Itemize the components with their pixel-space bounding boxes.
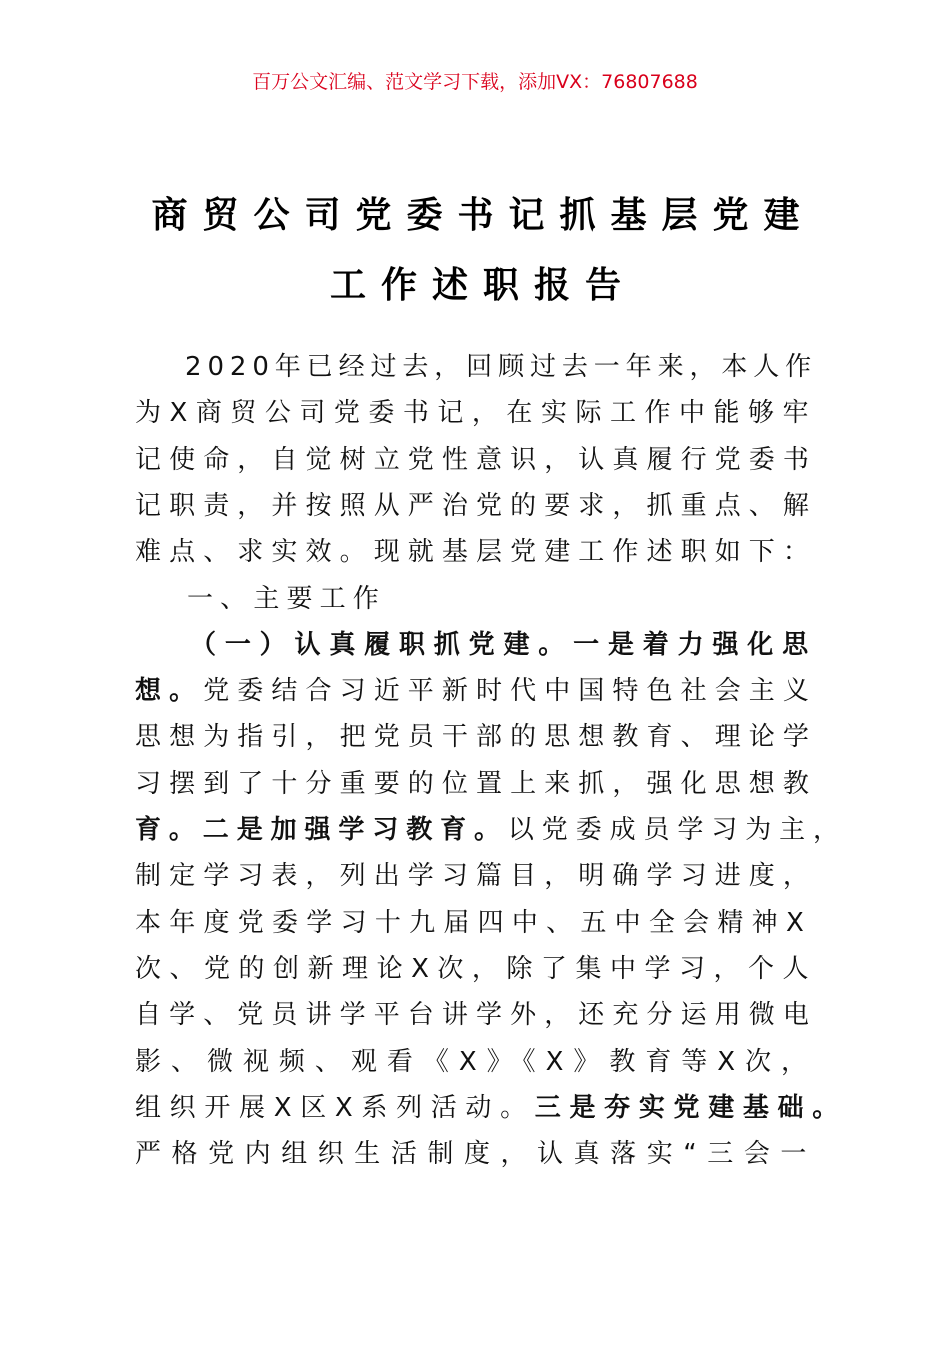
- body-line: [135, 906, 812, 940]
- body-text: 思想为指引，把党员干部的思想教育、理论学: [135, 722, 818, 753]
- body-text: 一、主要工作: [187, 583, 386, 614]
- body-text: 习摆到了十分重要的位置上来抓，强化思想教: [135, 768, 818, 799]
- body-bold-text: 三是夯实党建基础。: [534, 1092, 847, 1123]
- body-text: 为X商贸公司党委书记，在实际工作中能够牢: [135, 398, 818, 429]
- body-text: 影、微视频、观看《X》《X》教育等X次，: [135, 1046, 818, 1077]
- body-bold-text: （一）认真履职抓党建。一是着力强化思: [190, 629, 817, 660]
- body-text: 制定学习表，列出学习篇目，明确学习进度，: [135, 861, 818, 892]
- body-line: [135, 535, 817, 569]
- body-bold-text: 育。二是加强学习教育。: [135, 815, 508, 845]
- body-text: 以党委成员学习为主，: [507, 815, 847, 845]
- body-line: [135, 396, 817, 430]
- body-text: 党委结合习近平新时代中国特色社会主义: [203, 676, 818, 707]
- body-line: [135, 767, 817, 801]
- body-line: [187, 582, 386, 616]
- body-line: [135, 489, 817, 523]
- body-line: [190, 628, 817, 662]
- body-text: 次、党的创新理论X次，除了集中学习，个人: [135, 953, 818, 984]
- body-text: 自学、党员讲学平台讲学外，还充分运用微电: [135, 1000, 818, 1031]
- body-line: [135, 998, 817, 1032]
- body-line: [135, 813, 847, 847]
- body-line: [185, 350, 817, 384]
- body-line: [135, 859, 817, 893]
- document-header-banner: 百万公文汇编、范文学习下载，添加VX：76807688: [252, 71, 698, 93]
- body-text: 严格党内组织生活制度，认真落实“三会一: [135, 1139, 817, 1170]
- body-bold-text: 想。: [135, 676, 204, 707]
- document-title-line-1: 商贸公司党委书记抓基层党建: [151, 195, 815, 236]
- body-line: [135, 1137, 817, 1171]
- body-line: [135, 952, 817, 986]
- body-line: [135, 720, 817, 754]
- body-text: 2020年已经过去，回顾过去一年来，本人作: [185, 352, 818, 382]
- body-text: 记职责，并按照从严治党的要求，抓重点、解: [135, 490, 818, 521]
- body-line: [135, 1091, 847, 1125]
- body-line: [135, 443, 817, 477]
- body-line: [135, 1045, 817, 1079]
- body-text: 记使命，自觉树立党性意识，认真履行党委书: [135, 444, 818, 475]
- body-line: [135, 674, 817, 708]
- body-text: 组织开展X区X系列活动。: [135, 1092, 535, 1123]
- body-text: 本年度党委学习十九届四中、五中全会精神X: [135, 907, 813, 938]
- body-text: 难点、求实效。现就基层党建工作述职如下：: [135, 537, 818, 568]
- document-title-line-2: 工作述职报告: [329, 265, 636, 306]
